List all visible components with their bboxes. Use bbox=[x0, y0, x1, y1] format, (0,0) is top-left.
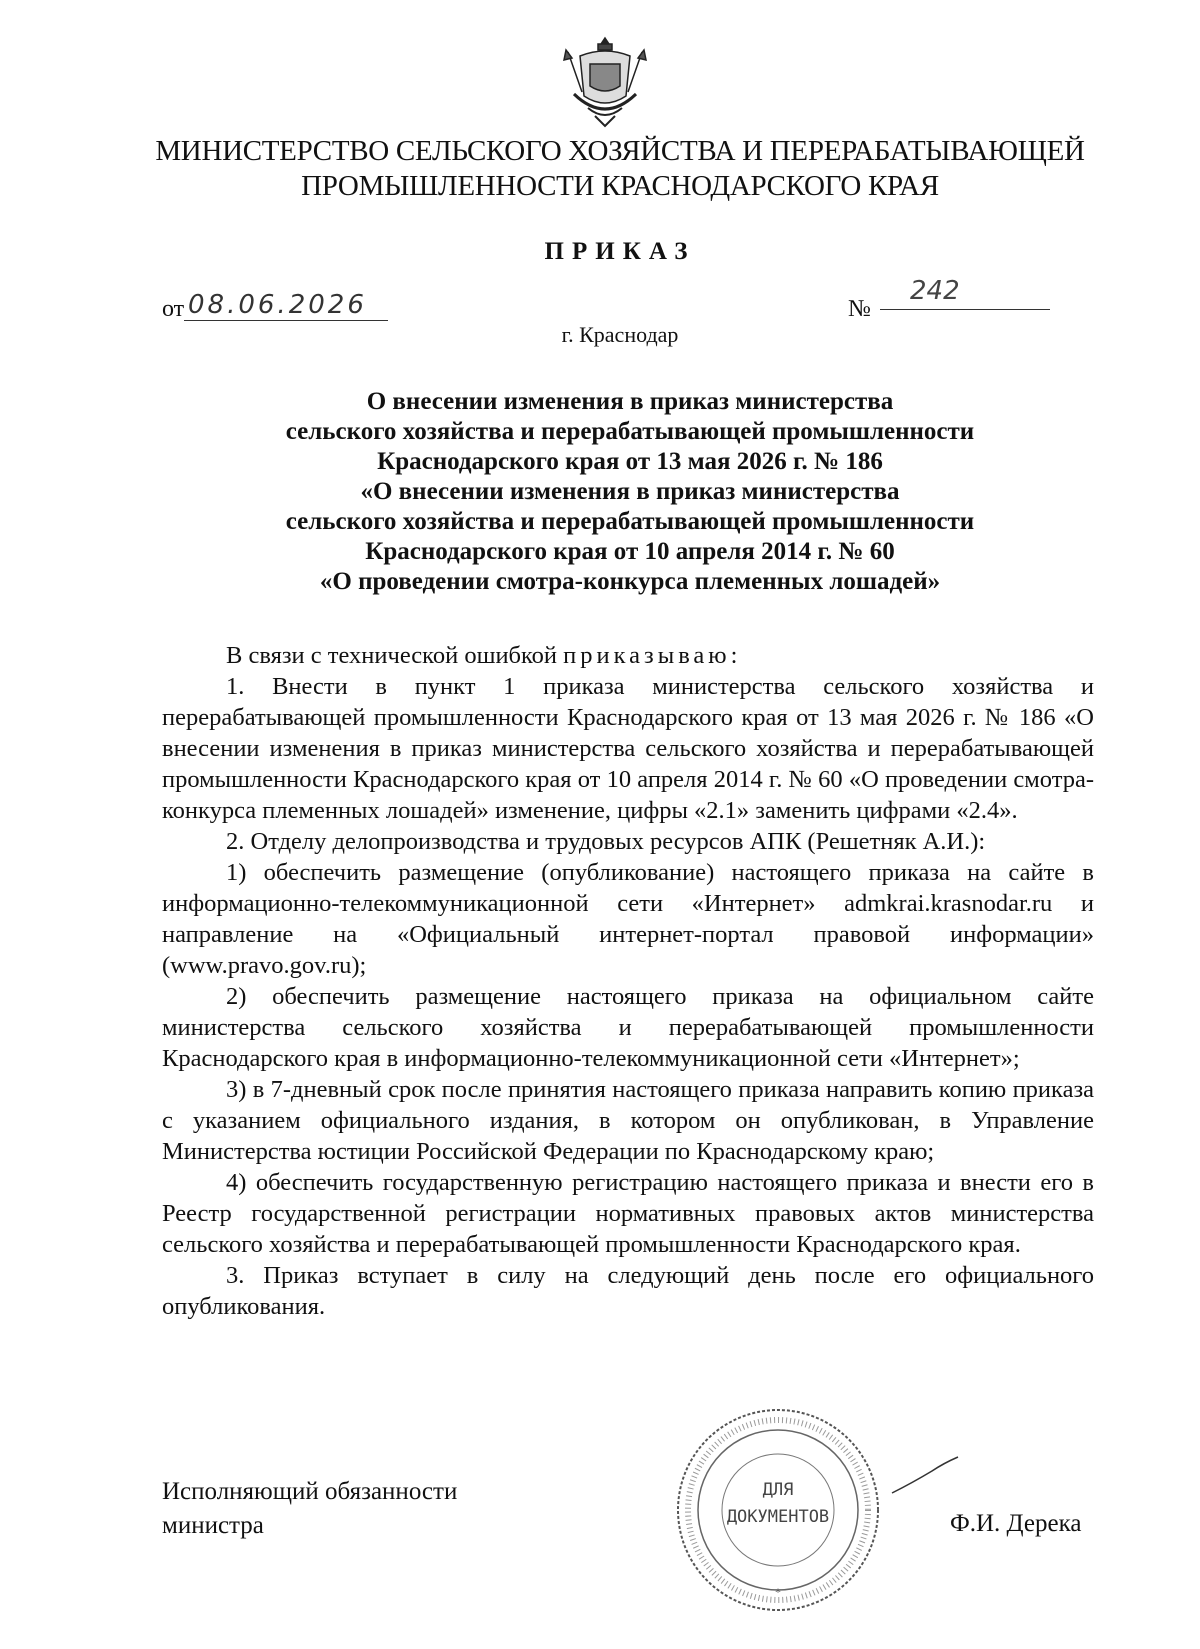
stamp-text-line1: ДЛЯ bbox=[762, 1480, 794, 1500]
title-line: Краснодарского края от 10 апреля 2014 г. № 60 bbox=[365, 538, 895, 565]
title-line: «О проведении смотра-конкурса племенных лошадей» bbox=[319, 568, 941, 595]
official-stamp bbox=[668, 1400, 888, 1620]
intro-paragraph bbox=[162, 640, 1094, 671]
title-line: сельского хозяйства и перерабатывающей промышленности bbox=[285, 508, 975, 535]
paragraph-2-2: 2) обеспечить размещение настоящего приказа на официальном сайте министерства сельского хозяйства и перерабатывающей промышленности Краснодарского края в информационно-телекоммуникационной сети «Интернет»; bbox=[162, 983, 1094, 1072]
date-prefix: от bbox=[162, 296, 185, 322]
title-line: Краснодарского края от 13 мая 2026 г. № 186 bbox=[377, 448, 883, 475]
svg-text:*: * bbox=[775, 1585, 781, 1599]
number-value: 242 bbox=[880, 276, 1050, 310]
signatory-position bbox=[162, 1475, 457, 1543]
city: г. Краснодар bbox=[561, 322, 679, 347]
signature-mark bbox=[890, 1455, 960, 1495]
title-line: сельского хозяйства и перерабатывающей промышленности bbox=[285, 418, 975, 445]
paragraph-3: 3. Приказ вступает в силу на следующий день после его официального опубликования. bbox=[162, 1262, 1094, 1320]
document-body bbox=[162, 640, 1094, 1322]
signatory-position-line2: министра bbox=[162, 1512, 264, 1539]
document-type: ПРИКАЗ bbox=[544, 238, 696, 265]
paragraph-2: 2. Отделу делопроизводства и трудовых ресурсов АПК (Решетняк А.И.): bbox=[226, 828, 986, 855]
coat-of-arms-emblem bbox=[560, 34, 650, 130]
paragraph-2-1: 1) обеспечить размещение (опубликование) настоящего приказа на сайте в информационно-телекоммуникационной сети «Интернет» admkrai.krasnodar.ru и направление на «Официальный интернет-портал правовой информации» (www.pravo.gov.ru); bbox=[162, 859, 1094, 979]
paragraph-2-3: 3) в 7-дневный срок после принятия настоящего приказа направить копию приказа с указанием официального издания, в котором он опубликован, в Управление Министерства юстиции Российской Федерации по Краснодарскому краю; bbox=[162, 1076, 1094, 1165]
date-value: 08.06.2026 bbox=[184, 290, 388, 321]
intro-order-word: приказываю: bbox=[563, 642, 742, 669]
paragraph-1: 1. Внести в пункт 1 приказа министерства сельского хозяйства и перерабатывающей промышленности Краснодарского края от 13 мая 2026 г. № 186 «О внесении изменения в приказ министерства сельского хозяйства и перерабатывающей промышленности Краснодарского края от 10 апреля 2014 г. № 60 «О проведении смотра-конкурса племенных лошадей» изменение, цифры «2.1» заменить цифрами «2.4». bbox=[162, 673, 1094, 824]
signatory-name: Ф.И. Дерека bbox=[950, 1510, 1082, 1537]
title-line: О внесении изменения в приказ министерства bbox=[366, 388, 894, 415]
number-prefix: № bbox=[848, 296, 871, 322]
ministry-name bbox=[0, 134, 1200, 204]
title-line: «О внесении изменения в приказ министерства bbox=[360, 478, 900, 505]
paragraph-2-4: 4) обеспечить государственную регистрацию настоящего приказа и внести его в Реестр государственной регистрации нормативных правовых актов министерства сельского хозяйства и перерабатывающей промышленности Краснодарского края. bbox=[162, 1169, 1094, 1258]
ministry-name-line1: МИНИСТЕРСТВО СЕЛЬСКОГО ХОЗЯЙСТВА И ПЕРЕРАБАТЫВАЮЩЕЙ bbox=[155, 135, 1085, 167]
signatory-position-line1: Исполняющий обязанности bbox=[162, 1478, 458, 1505]
intro-text: В связи с технической ошибкой bbox=[226, 642, 558, 669]
document-title bbox=[180, 387, 1080, 597]
stamp-text-line2: ДОКУМЕНТОВ bbox=[726, 1507, 830, 1527]
ministry-name-line2: ПРОМЫШЛЕННОСТИ КРАСНОДАРСКОГО КРАЯ bbox=[301, 170, 939, 202]
